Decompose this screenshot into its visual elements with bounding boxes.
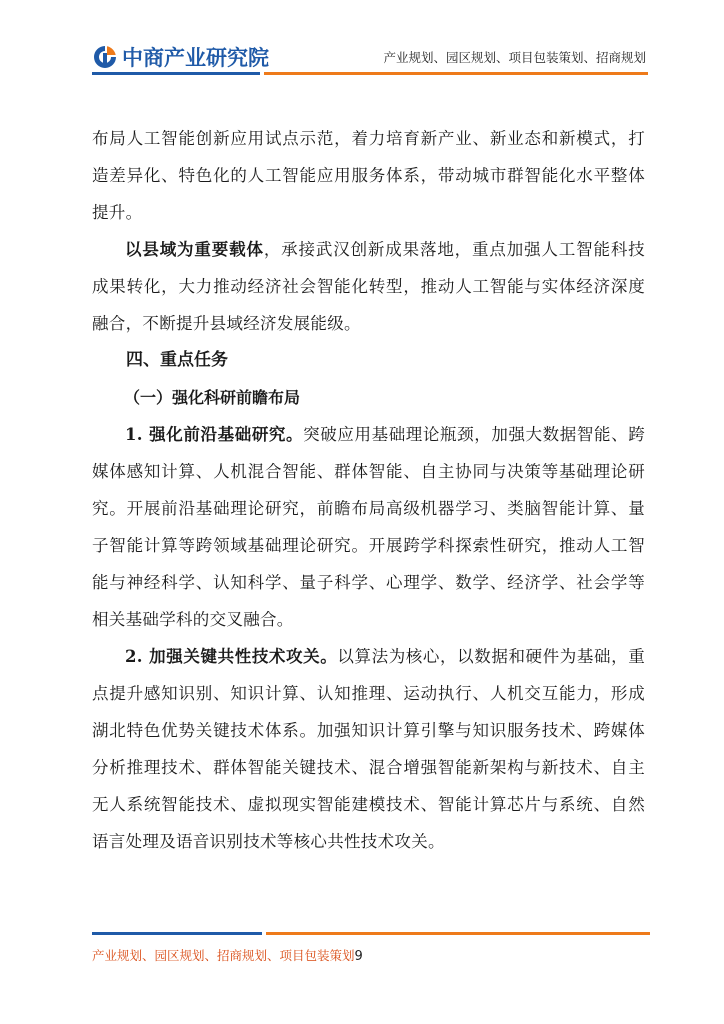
section-heading: 四、重点任务 [126,350,228,370]
paragraph-continuation: 布局人工智能创新应用试点示范，着力培育新产业、新业态和新模式，打造差异化、特色化的人工智能应用服务体系，带动城市群智能化水平整体提升。 [92,129,645,222]
footer-rule-orange [266,932,650,935]
item-1 [92,416,645,638]
logo [92,42,269,72]
logo-text: 中商产业研究院 [122,46,269,70]
item-2 [92,638,645,860]
page-number: 9 [354,949,363,964]
logo-mark-icon [92,44,118,70]
paragraph-county [92,231,645,342]
paragraph-county-text: ，承接武汉创新成果落地，重点加强人工智能科技成果转化，大力推动经济社会智能化转型，推动人工智能与实体经济深度融合，不断提升县域经济发展能级。 [92,240,645,333]
footer-rule-blue [92,932,262,935]
footer [92,946,363,964]
header-tagline: 产业规划、园区规划、项目包装策划、招商规划 [383,50,646,65]
paragraph-county-lead: 以县域为重要载体 [125,240,264,259]
item-1-text: 突破应用基础理论瓶颈，加强大数据智能、跨媒体感知计算、人机混合智能、群体智能、自主协同与决策等基础理论研究。开展前沿基础理论研究，前瞻布局高级机器学习、类脑智能计算、量子智能计算等跨领域基础理论研究。开展跨学科探索性研究，推动人工智能与神经科学、认知科学、量子科学、心理学、数学、经济学、社会学等相关基础学科的交叉融合。 [92,425,646,629]
header-rule-orange [264,72,648,75]
item-2-text: 以算法为核心，以数据和硬件为基础，重点提升感知识别、知识计算、认知推理、运动执行、人机交互能力，形成湖北特色优势关键技术体系。加强知识计算引擎与知识服务技术、跨媒体分析推理技术、群体智能关键技术、混合增强智能新架构与新技术、自主无人系统智能技术、虚拟现实智能建模技术、智能计算芯片与系统、自然语言处理及语音识别技术等核心共性技术攻关。 [92,647,646,851]
footer-links: 产业规划、园区规划、招商规划、项目包装策划 [92,948,355,963]
item-1-title: 1. 强化前沿基础研究。 [125,425,304,444]
item-2-title: 2. 加强关键共性技术攻关。 [125,647,338,666]
document-body [92,120,645,860]
subsection-heading: （一）强化科研前瞻布局 [124,388,301,407]
header-rule-blue [92,72,260,75]
